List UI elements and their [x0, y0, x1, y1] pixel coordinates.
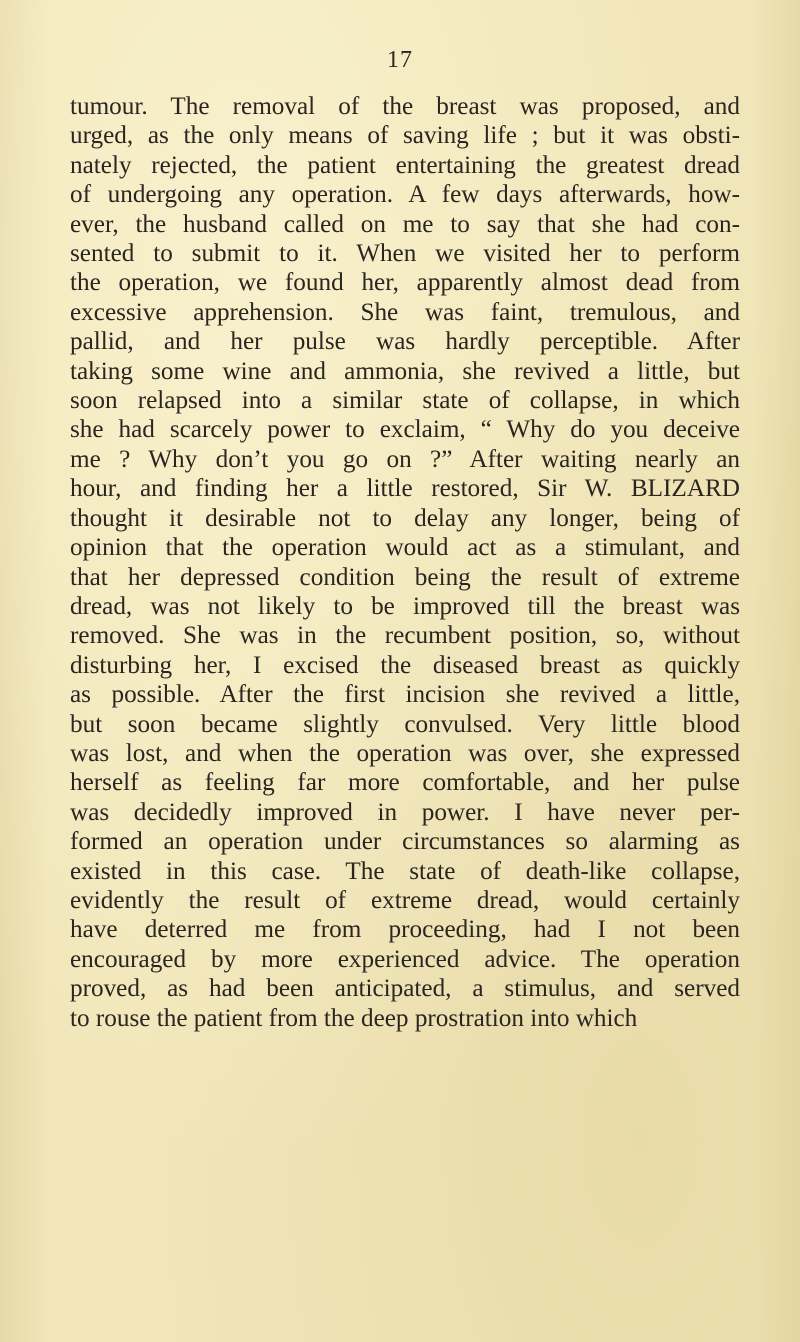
- text-line: pallid, and her pulse was hardly perceptible. After: [70, 328, 740, 356]
- text-line: opinion that the operation would act as a stimulant, and: [70, 534, 740, 562]
- text-line: was lost, and when the operation was over, she expressed: [70, 739, 740, 767]
- text-line: me ? Why don’t you go on ?” After waiting nearly an: [70, 445, 740, 473]
- text-line: of undergoing any operation. A few days afterwards, how-: [70, 181, 740, 209]
- text-line: hour, and finding her a little restored, Sir W. BLIZARD: [70, 475, 740, 503]
- text-line: existed in this case. The state of death-like collapse,: [70, 857, 740, 885]
- text-line: tumour. The removal of the breast was proposed, and: [70, 93, 740, 120]
- text-line: thought it desirable not to delay any longer, being of: [70, 504, 740, 532]
- text-line: that her depressed condition being the result of extreme: [70, 563, 740, 591]
- text-line: excessive apprehension. She was faint, tremulous, and: [70, 298, 740, 326]
- text-line: the operation, we found her, apparently almost dead from: [70, 269, 740, 297]
- text-line: dread, was not likely to be improved till the breast was: [70, 592, 740, 620]
- text-line: taking some wine and ammonia, she revived a little, but: [70, 357, 740, 385]
- text-line: she had scarcely power to exclaim, “ Why do you deceive: [70, 416, 740, 444]
- body-text: [70, 92, 740, 1033]
- text-line: as possible. After the first incision she revived a little,: [70, 681, 740, 709]
- text-line: nately rejected, the patient entertaining the greatest dread: [70, 151, 740, 179]
- text-line: herself as feeling far more comfortable, and her pulse: [70, 769, 740, 797]
- page-number: 17: [387, 47, 413, 73]
- text-line: soon relapsed into a similar state of collapse, in which: [70, 387, 740, 415]
- text-line: formed an operation under circumstances so alarming as: [70, 828, 740, 856]
- text-line: ever, the husband called on me to say that she had con-: [70, 210, 740, 238]
- text-line: to rouse the patient from the deep prostration into which: [70, 1004, 638, 1032]
- text-line: sented to submit to it. When we visited her to perform: [70, 240, 740, 268]
- text-line: disturbing her, I excised the diseased breast as quickly: [70, 651, 740, 679]
- text-line: urged, as the only means of saving life ; but it was obsti-: [70, 122, 740, 150]
- text-line: removed. She was in the recumbent position, so, without: [70, 622, 740, 650]
- text-line: have deterred me from proceeding, had I not been: [70, 916, 740, 944]
- text-line: evidently the result of extreme dread, would certainly: [70, 886, 740, 914]
- text-line: encouraged by more experienced advice. The operation: [70, 945, 740, 973]
- text-line: but soon became slightly convulsed. Very little blood: [70, 710, 740, 738]
- text-line: proved, as had been anticipated, a stimulus, and served: [70, 975, 740, 1003]
- text-line: was decidedly improved in power. I have never per-: [70, 798, 740, 826]
